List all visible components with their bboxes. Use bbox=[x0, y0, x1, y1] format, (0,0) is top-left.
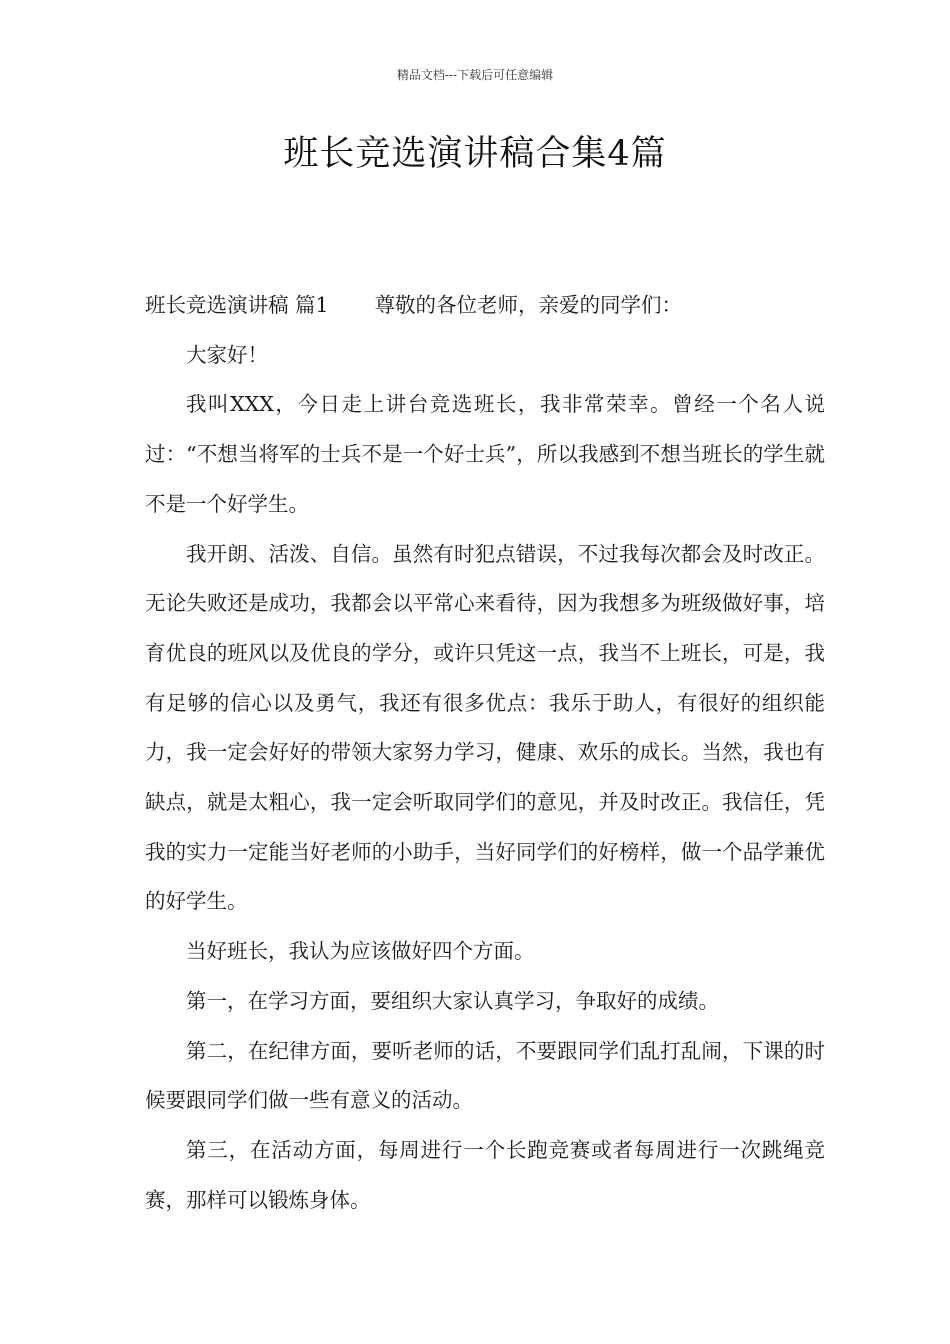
header-note: 精品文档---下载后可任意编辑 bbox=[396, 68, 554, 82]
document-title: 班长竞选演讲稿合集4篇 bbox=[283, 134, 667, 174]
paragraph-greeting: 大家好！ bbox=[186, 342, 268, 367]
section-heading-line bbox=[145, 281, 825, 331]
document-body bbox=[145, 281, 825, 1225]
paragraph-four-aspects: 当好班长，我认为应该做好四个方面。 bbox=[186, 939, 535, 964]
paragraph-first-aspect: 第一，在学习方面，要组织大家认真学习，争取好的成绩。 bbox=[186, 988, 719, 1013]
paragraph-self-description: 我开朗、活泼、自信。虽然有时犯点错误，不过我每次都会及时改正。无论失败还是成功，我都会以平常心来看待，因为我想多为班级做好事，培育优良的班风以及优良的学分，或许只凭这一点，我当不上班长，可是，我有足够的信心以及勇气，我还有很多优点：我乐于助人，有很好的组织能力，我一定会好好的带领大家努力学习，健康、欢乐的成长。当然，我也有缺点，就是太粗心，我一定会听取同学们的意见，并及时改正。我信任，凭我的实力一定能当好老师的小助手，当好同学们的好榜样，做一个品学兼优的好学生。 bbox=[145, 541, 825, 914]
salutation: 尊敬的各位老师，亲爱的同学们： bbox=[374, 293, 683, 317]
paragraph-third-aspect: 第三，在活动方面，每周进行一个长跑竞赛或者每周进行一次跳绳竞赛，那样可以锻炼身体。 bbox=[145, 1137, 825, 1212]
paragraph-intro: 我叫XXX，今日走上讲台竞选班长，我非常荣幸。曾经一个名人说过：“不想当将军的士兵不是一个好士兵”，所以我感到不想当班长的学生就不是一个好学生。 bbox=[145, 392, 825, 516]
paragraph-second-aspect: 第二，在纪律方面，要听老师的话，不要跟同学们乱打乱闹，下课的时候要跟同学们做一些有意义的活动。 bbox=[145, 1038, 825, 1113]
section-heading: 班长竞选演讲稿 篇1 bbox=[145, 293, 329, 317]
